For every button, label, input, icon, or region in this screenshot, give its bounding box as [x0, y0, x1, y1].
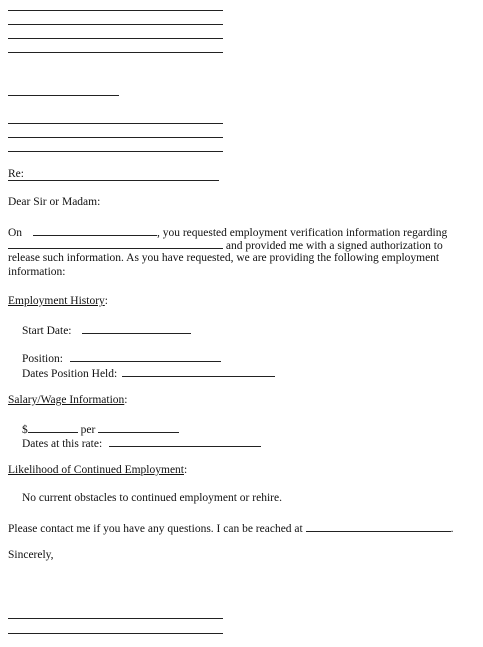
continued-heading: [8, 463, 187, 477]
recipient-address-line[interactable]: [8, 151, 223, 152]
continued-statement: No current obstacles to continued employment or rehire.: [22, 492, 282, 504]
recipient-address-line[interactable]: [8, 123, 223, 124]
dates-held-row: [22, 365, 275, 381]
employment-history-title: Employment History: [8, 295, 105, 307]
re-line[interactable]: [8, 180, 219, 181]
salary-title: Salary/Wage Information: [8, 394, 125, 406]
position-row: [22, 350, 221, 366]
sender-address-line[interactable]: [8, 52, 223, 53]
start-date-blank[interactable]: [82, 322, 191, 334]
contact-blank[interactable]: [306, 520, 451, 532]
heading-colon: :: [124, 394, 128, 406]
signature-line[interactable]: [8, 633, 223, 634]
contact-line: [8, 520, 453, 536]
employment-history-heading: [8, 294, 108, 308]
heading-colon: :: [184, 464, 188, 476]
date-line[interactable]: [8, 95, 119, 96]
salary-heading: [8, 393, 127, 407]
per-label: per: [80, 424, 96, 436]
intro-line-1-rest: , you requested employment verification information regarding: [156, 227, 448, 239]
salutation: Dear Sir or Madam:: [8, 196, 101, 208]
heading-colon: :: [104, 295, 108, 307]
intro-line-3: release such information. As you have requested, we are providing the following employment: [8, 252, 440, 264]
position-blank[interactable]: [70, 350, 221, 362]
employee-name-blank[interactable]: [8, 237, 223, 249]
position-label: Position:: [22, 353, 63, 365]
closing: Sincerely,: [8, 549, 54, 561]
amount-blank[interactable]: [28, 421, 78, 433]
dollar-sign: $: [22, 424, 28, 436]
start-date-label: Start Date:: [22, 325, 72, 337]
dates-rate-blank[interactable]: [109, 435, 261, 447]
intro-line-4: information:: [8, 266, 66, 278]
re-label: Re:: [8, 168, 24, 180]
sender-address-line[interactable]: [8, 24, 223, 25]
contact-period: .: [450, 523, 454, 535]
intro-on: On: [8, 227, 23, 239]
intro-line-2-rest: and provided me with a signed authorization to: [225, 240, 443, 252]
sender-address-line[interactable]: [8, 38, 223, 39]
dates-held-label: Dates Position Held:: [22, 368, 118, 380]
request-date-blank[interactable]: [33, 224, 157, 236]
continued-title: Likelihood of Continued Employment: [8, 464, 184, 476]
period-blank[interactable]: [98, 421, 179, 433]
dates-rate-label: Dates at this rate:: [22, 438, 103, 450]
dates-held-blank[interactable]: [122, 365, 275, 377]
contact-text: Please contact me if you have any questions. I can be reached at: [8, 523, 303, 535]
recipient-address-line[interactable]: [8, 137, 223, 138]
sender-address-line[interactable]: [8, 10, 223, 11]
dates-rate-row: [22, 435, 261, 451]
start-date-row: [22, 322, 191, 338]
signature-line[interactable]: [8, 618, 223, 619]
